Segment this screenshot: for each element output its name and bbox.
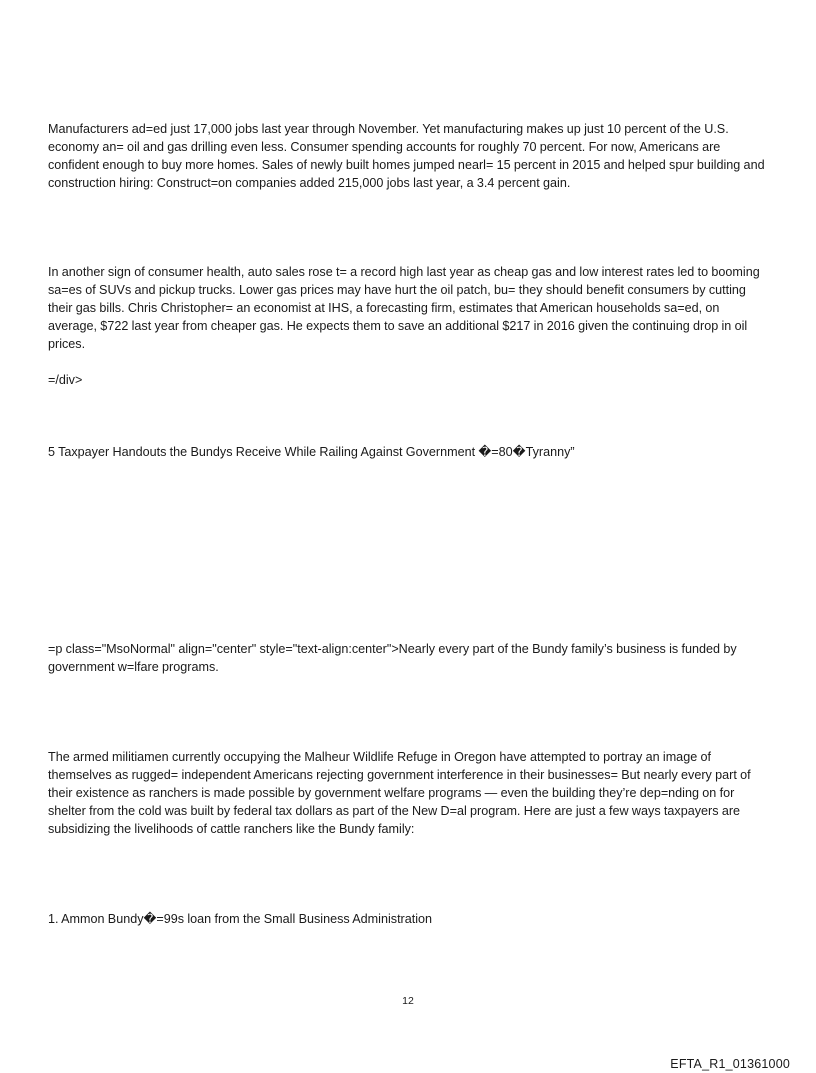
paragraph-auto-sales: In another sign of consumer health, auto sales rose t= a record high last year as cheap gas and low interest rates led to booming sa=es of SUVs and pickup trucks. Lower gas prices may have hurt the oil patch, bu= they should benefit consumers by cutting their gas bills. Chris Christopher= an economist at IHS, a forecasting firm, estimates that American households sa=ed, on average, $722 last year from cheaper gas. He expects them to save an additional $217 in 2016 given the continuing drop in oil prices.	[48, 265, 760, 351]
paragraph-militiamen: The armed militiamen currently occupying the Malheur Wildlife Refuge in Oregon have attempted to portray an image of themselves as rugged= independent Americans rejecting government interference in their businesses= But nearly every part of their existence as ranchers is made possible by government welfare programs — even the building they’re dep=nding on for shelter from the cold was built by federal tax dollars as part of the New D=al program. Here are just a few ways taxpayers are subsidizing the livelihoods of cattle ranchers like the Bundy family:	[48, 750, 751, 836]
paragraph-manufacturing-jobs: Manufacturers ad=ed just 17,000 jobs last year through November. Yet manufacturing makes up just 10 percent of the U.S. economy an= oil and gas drilling even less. Consumer spending accounts for roughly 70 percent. For now, Americans are confident enough to buy more homes. Sales of newly built homes jumped nearl= 15 percent in 2015 and helped spur building and construction hiring: Construct=on companies added 215,000 jobs last year, a 3.4 percent gain.	[48, 122, 765, 190]
paragraph-subheading: =p class="MsoNormal" align="center" style="text-align:center">Nearly every part of the Bundy family’s business is funded by government w=lfare programs.	[48, 642, 737, 674]
list-item-1: 1. Ammon Bundy�=99s loan from the Small Business Administration	[48, 912, 433, 926]
article-headline: 5 Taxpayer Handouts the Bundys Receive While Railing Against Government �=80�Tyranny”	[48, 445, 575, 459]
document-id: EFTA_R1_01361000	[670, 1057, 790, 1071]
page-number: 12	[402, 995, 414, 1007]
paragraph-div-fragment: =/div>	[48, 373, 83, 387]
